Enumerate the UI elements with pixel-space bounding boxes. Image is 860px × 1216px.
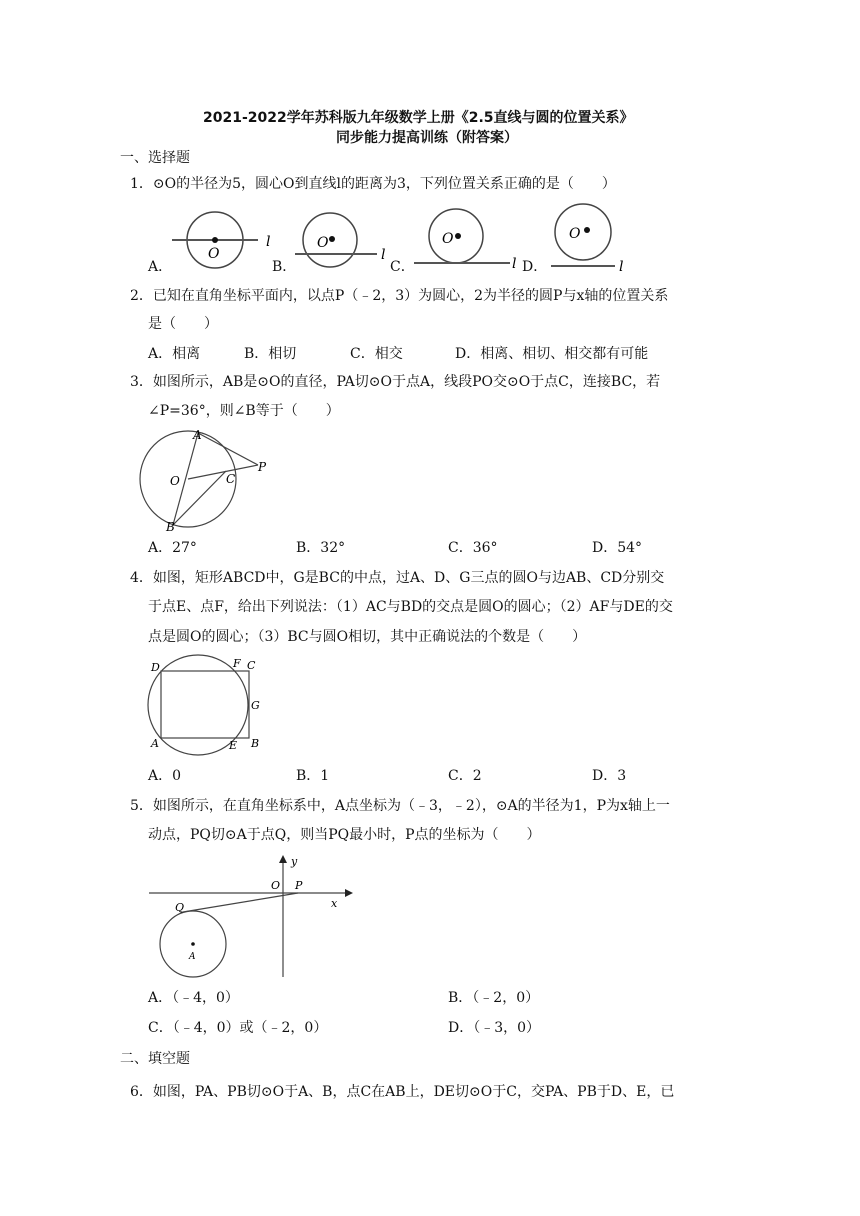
q5-option-a: A．（﹣4，0） — [148, 990, 239, 1006]
svg-text:O: O — [569, 226, 581, 242]
q1-option-d-label: D． — [522, 259, 548, 275]
q4-option-a: A．0 — [148, 768, 182, 784]
section-heading-fill: 二、填空题 — [120, 1051, 190, 1067]
question-1-text: 1．⊙O的半径为5，圆心O到直线l的距离为3，下列位置关系正确的是（ ） — [130, 176, 616, 192]
question-3-line2: ∠P=36°，则∠B等于（ ） — [148, 403, 340, 419]
svg-text:O: O — [317, 235, 329, 251]
q3-option-a: A．27° — [148, 540, 197, 556]
svg-text:E: E — [229, 739, 238, 752]
section-heading-choice: 一、选择题 — [120, 150, 190, 166]
svg-text:P: P — [258, 460, 267, 474]
q5-option-b: B．（﹣2，0） — [448, 990, 540, 1006]
q4-option-c: C．2 — [448, 768, 482, 784]
q3-figure — [140, 425, 280, 535]
svg-text:x: x — [331, 897, 338, 910]
svg-text:F: F — [233, 657, 241, 670]
question-5-line1: 5．如图所示，在直角坐标系中，A点坐标为（﹣3，﹣2），⊙A的半径为1，P为x轴上一 — [130, 798, 670, 814]
svg-text:A: A — [193, 428, 202, 442]
svg-text:A: A — [189, 952, 196, 962]
svg-text:P: P — [295, 879, 303, 892]
q1-option-c-label: C． — [390, 259, 415, 275]
svg-text:B: B — [166, 520, 175, 534]
q1-option-b-label: B． — [272, 259, 297, 275]
question-4-line1: 4．如图，矩形ABCD中，G是BC的中点，过A、D、G三点的圆O与边AB、CD分别交 — [130, 570, 665, 586]
question-4-line2: 于点E、点F，给出下列说法：（1）AC与BD的交点是圆O的圆心；（2）AF与DE的交 — [148, 599, 673, 615]
svg-text:G: G — [251, 699, 260, 712]
doc-title-line2: 同步能力提高训练（附答案） — [336, 130, 518, 146]
question-5-line2: 动点，PQ切⊙A于点Q，则当PQ最小时，P点的坐标为（ ） — [148, 827, 541, 843]
q2-option-c: C．相交 — [350, 346, 403, 362]
svg-text:l: l — [512, 256, 517, 272]
svg-text:A: A — [151, 737, 159, 750]
svg-text:O: O — [442, 231, 454, 247]
q1-figure-b — [295, 208, 405, 268]
q1-figure-a — [170, 208, 280, 268]
svg-text:O: O — [170, 474, 180, 488]
q2-option-d: D．相离、相切、相交都有可能 — [455, 346, 649, 362]
q3-option-c: C．36° — [448, 540, 498, 556]
q4-option-b: B．1 — [296, 768, 330, 784]
svg-text:l: l — [381, 247, 386, 263]
question-2-line1: 2．已知在直角坐标平面内，以点P（﹣2，3）为圆心，2为半径的圆P与x轴的位置关系 — [130, 288, 669, 304]
q3-option-b: B．32° — [296, 540, 346, 556]
q5-option-c: C．（﹣4，0）或（﹣2，0） — [148, 1020, 328, 1036]
question-3-line1: 3．如图所示，AB是⊙O的直径，PA切⊙O于点A，线段PO交⊙O于点C，连接BC，若 — [130, 374, 661, 390]
svg-text:C: C — [226, 472, 236, 486]
svg-text:D: D — [151, 661, 160, 674]
q5-figure — [145, 855, 365, 985]
doc-title-line1: 2021-2022学年苏科版九年级数学上册《2.5直线与圆的位置关系》 — [203, 110, 634, 126]
svg-text:l: l — [619, 259, 624, 275]
q2-option-a: A．相离 — [148, 346, 201, 362]
svg-text:O: O — [208, 246, 220, 262]
svg-text:B: B — [251, 737, 260, 750]
q1-figure-c — [410, 200, 530, 270]
svg-text:C: C — [247, 659, 256, 672]
q3-option-d: D．54° — [592, 540, 643, 556]
q5-option-d: D．（﹣3，0） — [448, 1020, 541, 1036]
question-2-line2: 是（ ） — [148, 316, 218, 332]
q4-figure — [145, 655, 275, 755]
q4-option-d: D．3 — [592, 768, 627, 784]
svg-text:Q: Q — [175, 901, 185, 914]
question-6-line1: 6．如图，PA、PB切⊙O于A、B，点C在AB上，DE切⊙O于C，交PA、PB于D、E，已 — [130, 1084, 675, 1100]
svg-text:O: O — [271, 879, 281, 892]
svg-text:y: y — [291, 855, 298, 868]
q1-figure-d — [545, 196, 655, 275]
q2-option-b: B．相切 — [244, 346, 297, 362]
question-4-line3: 点是圆O的圆心；（3）BC与圆O相切，其中正确说法的个数是（ ） — [148, 629, 587, 645]
q1-option-a-label: A． — [148, 259, 173, 275]
svg-text:l: l — [266, 234, 271, 250]
